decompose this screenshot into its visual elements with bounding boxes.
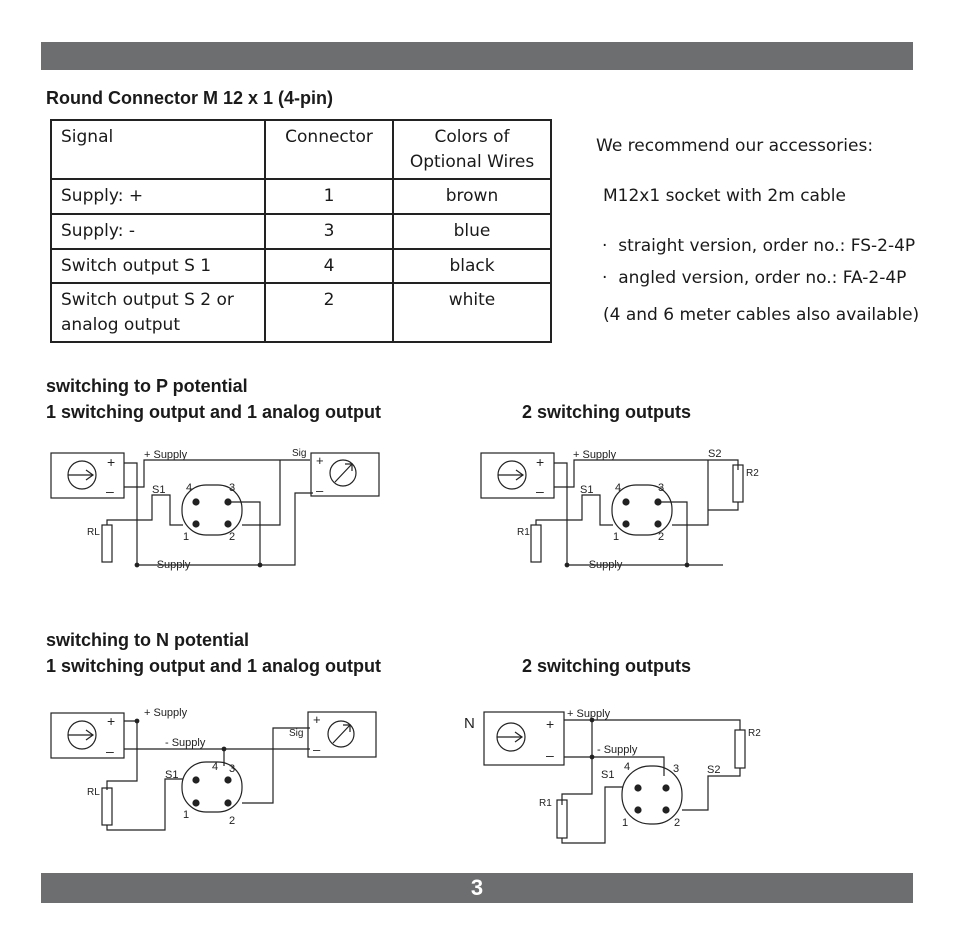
svg-text:+: + bbox=[536, 454, 545, 470]
svg-text:- Supply: - Supply bbox=[597, 744, 638, 756]
svg-text:S1: S1 bbox=[152, 484, 166, 496]
section-heading: 1 switching output and 1 analog output bbox=[46, 656, 381, 676]
svg-text:3: 3 bbox=[229, 482, 236, 494]
svg-text:+: + bbox=[107, 713, 116, 729]
svg-text:- Supply: - Supply bbox=[582, 559, 623, 571]
svg-text:3: 3 bbox=[673, 763, 680, 775]
svg-text:+: + bbox=[313, 712, 321, 727]
svg-text:+: + bbox=[316, 453, 324, 468]
table-cell: 1 bbox=[265, 179, 393, 214]
svg-text:–: – bbox=[546, 747, 554, 763]
section-heading: 2 switching outputs bbox=[522, 656, 691, 676]
wiring-diagram-n-analog bbox=[0, 700, 430, 840]
svg-text:3: 3 bbox=[658, 482, 665, 494]
table-row bbox=[51, 249, 551, 284]
svg-text:–: – bbox=[106, 483, 114, 499]
pin-table bbox=[50, 119, 552, 343]
svg-text:–: – bbox=[316, 483, 324, 498]
table-cell: Supply: + bbox=[51, 179, 265, 214]
table-cell: 3 bbox=[265, 214, 393, 249]
table-cell: blue bbox=[393, 214, 551, 249]
svg-text:N: N bbox=[464, 715, 475, 732]
table-cell: 2 bbox=[265, 283, 393, 342]
svg-text:S1: S1 bbox=[580, 484, 594, 496]
list-item: · straight version, order no.: FS-2-4P bbox=[602, 236, 916, 256]
svg-text:–: – bbox=[313, 742, 321, 757]
svg-text:+ Supply: + Supply bbox=[573, 449, 617, 461]
svg-text:2: 2 bbox=[658, 531, 665, 543]
svg-text:R2: R2 bbox=[748, 728, 761, 739]
accessories-intro: We recommend our accessories: bbox=[596, 136, 874, 156]
svg-text:S1: S1 bbox=[165, 769, 179, 781]
svg-text:Sig: Sig bbox=[292, 448, 307, 459]
svg-text:+ Supply: + Supply bbox=[567, 708, 611, 720]
svg-text:4: 4 bbox=[212, 761, 219, 773]
table-header: Connector bbox=[265, 120, 393, 179]
svg-text:1: 1 bbox=[613, 531, 620, 543]
svg-text:- Supply: - Supply bbox=[165, 737, 206, 749]
svg-text:+ Supply: + Supply bbox=[144, 707, 188, 719]
table-header: Signal bbox=[51, 120, 265, 179]
svg-text:1: 1 bbox=[622, 817, 629, 829]
table-cell: brown bbox=[393, 179, 551, 214]
list-item: · angled version, order no.: FA-2-4P bbox=[602, 268, 907, 288]
svg-text:RL: RL bbox=[87, 527, 100, 538]
table-cell: white bbox=[393, 283, 551, 342]
page-number: 3 bbox=[41, 873, 913, 903]
svg-text:S2: S2 bbox=[708, 448, 722, 460]
table-row bbox=[51, 283, 551, 342]
section-heading: 1 switching output and 1 analog output bbox=[46, 402, 381, 422]
svg-text:+ Supply: + Supply bbox=[144, 449, 188, 461]
wiring-diagram-p-analog bbox=[0, 440, 430, 580]
svg-text:4: 4 bbox=[624, 761, 631, 773]
header-bar bbox=[41, 42, 913, 70]
accessories-product: M12x1 socket with 2m cable bbox=[603, 186, 846, 206]
table-cell: Supply: - bbox=[51, 214, 265, 249]
accessories-note: (4 and 6 meter cables also available) bbox=[603, 305, 920, 325]
table-cell: 4 bbox=[265, 249, 393, 284]
svg-text:–: – bbox=[106, 743, 114, 759]
section-heading: switching to N potential bbox=[46, 630, 249, 650]
table-cell: Switch output S 1 bbox=[51, 249, 265, 284]
table-header: Colors of Optional Wires bbox=[393, 120, 551, 179]
svg-text:–: – bbox=[536, 483, 544, 499]
svg-text:1: 1 bbox=[183, 531, 190, 543]
svg-text:+: + bbox=[107, 454, 116, 470]
svg-text:2: 2 bbox=[229, 815, 236, 827]
svg-text:R1: R1 bbox=[539, 798, 552, 809]
section-heading: 2 switching outputs bbox=[522, 402, 691, 422]
svg-text:Sig: Sig bbox=[289, 728, 304, 739]
svg-text:S2: S2 bbox=[707, 764, 721, 776]
section-heading: switching to P potential bbox=[46, 376, 248, 396]
svg-text:RL: RL bbox=[87, 787, 100, 798]
svg-text:R2: R2 bbox=[746, 468, 759, 479]
svg-text:- Supply: - Supply bbox=[150, 559, 191, 571]
svg-text:R1: R1 bbox=[517, 527, 530, 538]
svg-text:2: 2 bbox=[674, 817, 681, 829]
table-header-row bbox=[51, 120, 551, 179]
table-row bbox=[51, 179, 551, 214]
wiring-diagram-p-switch bbox=[470, 440, 790, 580]
svg-text:3: 3 bbox=[229, 763, 236, 775]
svg-text:S1: S1 bbox=[601, 769, 615, 781]
table-row bbox=[51, 214, 551, 249]
svg-text:4: 4 bbox=[186, 482, 193, 494]
svg-text:4: 4 bbox=[615, 482, 622, 494]
wiring-diagram-n-switch bbox=[460, 700, 790, 850]
svg-text:2: 2 bbox=[229, 531, 236, 543]
svg-text:+: + bbox=[546, 716, 555, 732]
table-cell: Switch output S 2 or analog output bbox=[51, 283, 265, 342]
svg-text:1: 1 bbox=[183, 809, 190, 821]
table-cell: black bbox=[393, 249, 551, 284]
connector-heading: Round Connector M 12 x 1 (4-pin) bbox=[46, 88, 334, 108]
